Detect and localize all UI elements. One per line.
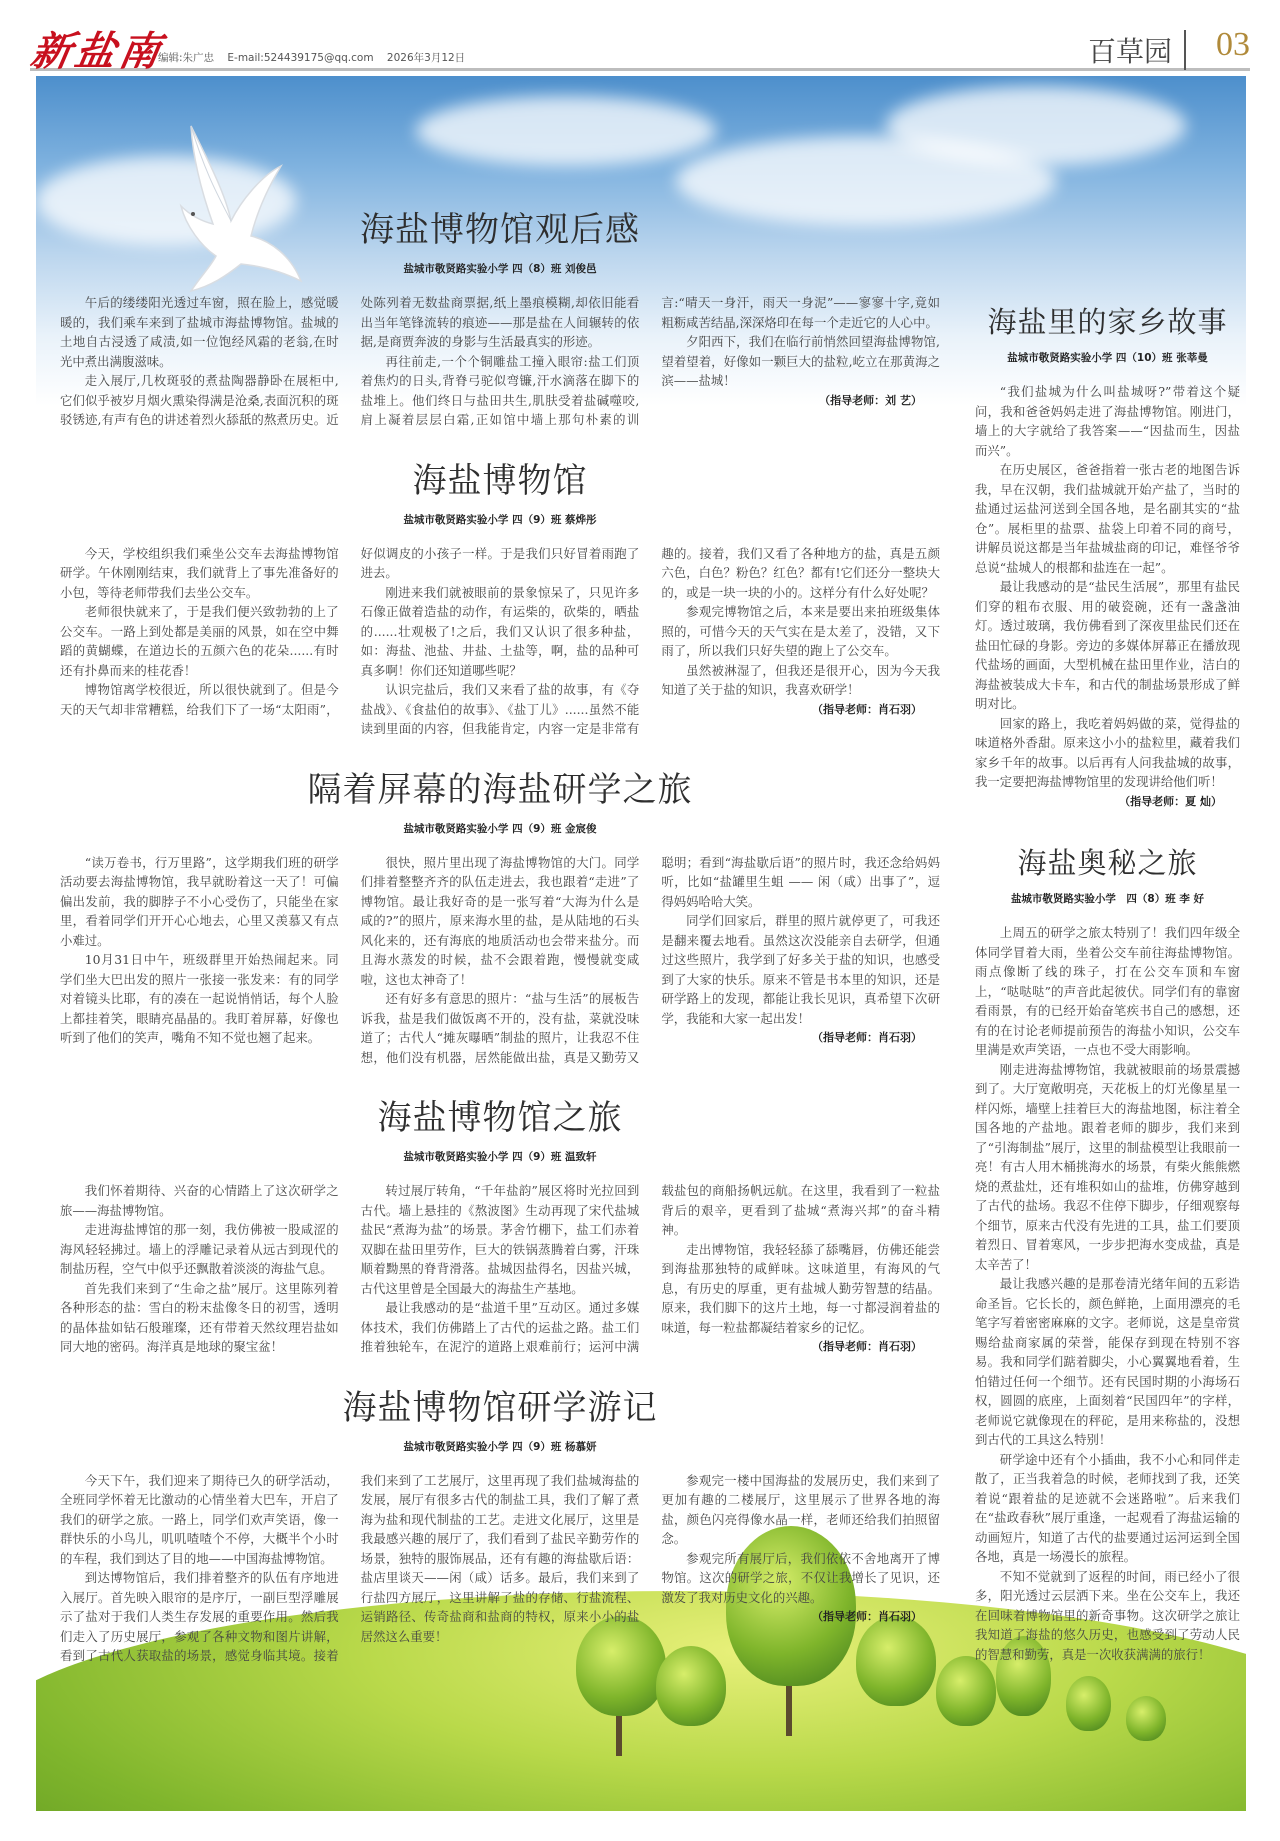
sidebar-articles xyxy=(975,300,1240,1694)
paragraph: 首先我们来到了“生命之盐”展厅。这里陈列着各种形态的盐：雪白的粉末盐像冬日的初雪，透明的晶体盐如钻石般璀璨，还有带着天然纹理岩盐如同大地的密码。海洋真是地球的聚宝盆！ xyxy=(60,1280,339,1354)
article-body xyxy=(60,1471,940,1666)
paragraph: 走进海盐博馆的那一刻，我仿佛被一股咸涩的海风轻轻拂过。墙上的浮雕记录着从远古到现代的制盐历程，空气中似乎还飘散着淡淡的海盐气息。 xyxy=(60,1222,339,1276)
paragraph: 老师很快就来了，于是我们便兴致勃勃的上了公交车。一路上到处都是美丽的风景，如在空中舞蹈的黄蝴蝶，在道边长的五颜六色的花朵......有时还有扑鼻而来的桂花香！ xyxy=(60,604,339,678)
article-title: 海盐里的家乡故事 xyxy=(987,305,1228,339)
article xyxy=(60,1383,940,1666)
article-title: 海盐博物馆 xyxy=(412,460,588,501)
article xyxy=(60,205,940,430)
paragraph: 走入展厅,几枚斑驳的煮盐陶器静卧在展柜中,它们似乎被岁月烟火熏染得满是沧桑,表面沉积的斑驳锈迹,有声有色的讲述着烈火舔舐的熬煮历史。近处陈列着无数盐商票据,纸上墨痕模糊,却依旧能看出当年笔锋流转的痕迹——那是盐在人间辗转的依据,是商贾奔波的身影与生活最真实的形迹。 xyxy=(60,295,640,427)
paragraph: 今天下午，我们迎来了期待已久的研学活动，全班同学怀着无比激动的心情坐着大巴车，开启了我们的研学之旅。一路上，同学们欢声笑语，像一群快乐的小鸟儿，叽叽喳喳个不停，大概半个小时的车程，我们到达了目的地——中国海盐博物馆。 xyxy=(60,1472,339,1566)
article-title: 海盐博物馆研学游记 xyxy=(342,1387,658,1428)
paragraph: 今天，学校组织我们乘坐公交车去海盐博物馆研学。午休刚刚结束，我们就背上了事先准备好的小包，等待老师带我们去坐公交车。 xyxy=(60,545,339,600)
article xyxy=(60,1093,940,1357)
article-body xyxy=(975,923,1240,1664)
paragraph: 上周五的研学之旅太特别了！我们四年级全体同学冒着大雨，坐着公交车前往海盐博物馆。雨点像断了线的珠子，打在公交车顶和车窗上，“哒哒哒”的声音此起彼伏。同学们有的靠窗看雨景，有的已经开始奋笔疾书自己的感想，还有的在讨论老师提前预告的海盐小知识，公交车里满是欢声笑语，一点也不受大雨影响。 xyxy=(975,925,1240,1057)
paragraph: 夕阳西下，我们在临行前悄然回望海盐博物馆,望着望着，好像如一颗巨大的盐粒,屹立在那黄海之滨——盐城！ xyxy=(661,334,940,388)
article-title: 海盐奥秘之旅 xyxy=(1017,846,1198,880)
paragraph: 刚进来我们就被眼前的景象惊呆了，只见许多石像正做着造盐的动作，有运柴的，砍柴的，晒盐的......壮观极了!之后，我们又认识了很多种盐，如：海盐、池盐、井盐、土盐等，啊，盐的品种可真多啊！你们还知道哪些呢？ xyxy=(360,584,640,678)
article-byline: 盐城市敬贤路实验小学 四（9）班 温致轩 xyxy=(403,1151,597,1163)
paragraph: 再往前走,一个个铜雕盐工撞入眼帘:盐工们顶着焦灼的日头,背脊弓驼似弯镰,汗水滴落在脚下的盐堆上。他们终日与盐田共生,肌肤受着盐碱噬咬,肩上凝着层层白霜,正如馆中墙上那句朴素的训言:“晴天一身汗，雨天一身泥”——寥寥十字,竟如粗粝咸苦结晶,深深烙印在每一个走近它的人心中。 xyxy=(360,295,940,427)
newspaper-logo: 新盐南 xyxy=(27,28,168,75)
issue-date: 2026年3月12日 xyxy=(386,52,466,64)
paragraph: 参观完所有展厅后，我们依依不舍地离开了博物馆。这次的研学之旅，不仅让我增长了见识，还激发了我对历史文化的兴趣。 xyxy=(661,1550,940,1605)
article-title: 隔着屏幕的海盐研学之旅 xyxy=(307,769,693,810)
email: E-mail:524439175@qq.com xyxy=(227,52,374,64)
paragraph: 最让我感兴趣的是那卷清光绪年间的五彩诰命圣旨。它长长的，颜色鲜艳，上面用漂亮的毛笔字写着密密麻麻的文字。老师说，这是皇帝赏赐给盐商家属的荣誉，能保存到现在特别不容易。我和同学们踮着脚尖，小心翼翼地看着，生怕错过任何一个细节。还有民国时期的小海场石权，圆圆的底座，上面刻着“民国四年”的字样，老师说它就像现在的秤砣，是用来称盐的，没想到古代的工具这么特别！ xyxy=(975,1276,1240,1447)
paragraph: 在历史展区，爸爸指着一张古老的地图告诉我，早在汉朝，我们盐城就开始产盐了，当时的盐通过运盐河送到全国各地，是名副其实的“盐仓”。展柜里的盐票、盐袋上印着不同的商号，讲解员说这都是当年盐城盐商的印记，难怪爷爷总说“盐城人的根都和盐连在一起”。 xyxy=(975,462,1240,575)
article-byline: 盐城市敬贤路实验小学 四（9）班 杨慕妍 xyxy=(403,1440,597,1453)
paragraph: 刚走进海盐博物馆，我就被眼前的场景震撼到了。大厅宽敞明亮，天花板上的灯光像星星一样闪烁，墙壁上挂着巨大的海盐地图，标注着全国各地的产盐地。跟着老师的脚步，我们来到了“引海制盐”展厅，这里的制盐模型让我眼前一亮！有古人用木桶挑海水的场景，有柴火熊熊燃烧的煮盐灶，还有堆积如山的盐堆，仿佛穿越到了古代的盐场。我忍不住停下脚步，仔细观察每个细节，原来古代没有先进的工具，盐工们要顶着烈日、冒着寒风，一步步把海水变成盐，真是太辛苦了！ xyxy=(975,1061,1240,1272)
article-title: 海盐博物馆之旅 xyxy=(377,1098,623,1138)
article-body xyxy=(60,1181,940,1357)
article-body xyxy=(975,382,1240,811)
cloud xyxy=(416,96,716,166)
article xyxy=(60,765,940,1068)
paragraph: 博物馆离学校很近，所以很快就到了。但是今天的天气却非常糟糕，给我们下了一场“太阳雨”，好似调皮的小孩子一样。于是我们只好冒着雨跑了进去。 xyxy=(60,545,640,717)
advisor-credit: （指导老师：刘 艺） xyxy=(819,393,922,407)
sidebar-article xyxy=(975,300,1240,811)
article-byline: 盐城市敬贤路实验小学 四（10）班 张莘曼 xyxy=(1007,352,1208,364)
article xyxy=(60,456,940,739)
paragraph: 不知不觉就到了返程的时间，雨已经小了很多，阳光透过云层洒下来。坐在公交车上，我还在回味着博物馆里的新奇事物。这次研学之旅让我知道了海盐的悠久历史，也感受到了劳动人民的智慧和勤劳，真是一次收获满满的旅行！ xyxy=(975,1568,1240,1662)
article-byline: 盐城市敬贤路实验小学 四（8）班 李 好 xyxy=(1010,893,1205,905)
paragraph: 走出博物馆，我轻轻舔了舔嘴唇，仿佛还能尝到海盐那独特的咸鲜味。这味道里，有海风的气息，有历史的厚重，更有盐城人勤劳智慧的结晶。原来，我们脚下的这片土地，每一寸都浸润着盐的味道，每一粒盐都凝结着家乡的记忆。 xyxy=(661,1241,940,1335)
paragraph: 很快，照片里出现了海盐博物馆的大门。同学们排着整整齐齐的队伍走进去，我也跟着“走进”了博物馆。最让我好奇的是一张写着“大海为什么是咸的?”的照片，原来海水里的盐，是从陆地的石头风化来的，还有海底的地质活动也会带来盐分。而且海水蒸发的时候，盐不会跟着跑，慢慢就变咸啦，这也太神奇了！ xyxy=(360,854,640,987)
sidebar-article xyxy=(975,841,1240,1664)
paragraph: 最让我感动的是“盐道千里”互动区。通过多媒体技术，我们仿佛踏上了古代的运盐之路。盐工们推着独轮车，在泥泞的道路上艰难前行；运河中满载盐包的商船扬帆远航。在这里，我看到了一粒盐背后的艰辛，更看到了盐城“煮海兴邦”的奋斗精神。 xyxy=(360,1183,940,1354)
article-byline: 盐城市敬贤路实验小学 四（8）班 刘俊邑 xyxy=(403,263,597,275)
editor: 编辑:朱广忠 xyxy=(158,52,215,64)
page-number: 03 xyxy=(1216,26,1250,63)
paragraph: 研学途中还有个小插曲，我不小心和同伴走散了，正当我着急的时候，老师找到了我，还笑着说“跟着盐的足迹就不会迷路啦”。后来我们在“盐政春秋”展厅重逢，一起观看了海盐运输的动画短片，知道了古代的盐要通过运河运到全国各地，真是一场漫长的旅程。 xyxy=(975,1451,1240,1564)
paragraph: 我们怀着期待、兴奋的心情踏上了这次研学之旅——海盐博物馆。 xyxy=(60,1183,339,1218)
paragraph: 同学们回家后，群里的照片就停更了，可我还是翻来覆去地看。虽然这次没能亲自去研学，但通过这些照片，我学到了好多关于盐的知识，也感受到了大家的快乐。原来不管是书本里的知识，还是研学路上的发现，都能让我长见识，真希望下次研学，我能和大家一起出发！ xyxy=(661,913,940,1026)
article-title: 海盐博物馆观后感 xyxy=(360,210,640,250)
paragraph: 最让我感动的是“盐民生活展”，那里有盐民们穿的粗布衣服、用的破瓷碗，还有一盏盏油灯。透过玻璃，我仿佛看到了深夜里盐民们还在盐田忙碌的身影。旁边的多媒体屏幕正在播放现代盐场的画面，大型机械在盐田里作业，洁白的海盐被装成大卡车，和古代的制盐场景形成了鲜明对比。 xyxy=(975,579,1240,711)
section-name: 百草园 xyxy=(1088,30,1186,70)
paragraph: 参观完博物馆之后，本来是要出来拍班级集体照的，可惜今天的天气实在是太差了，没错，又下雨了，所以我们只好失望的跑上了公交车。 xyxy=(661,604,940,658)
cloud xyxy=(886,86,1186,166)
paragraph: 虽然被淋湿了，但我还是很开心，因为今天我知道了关于盐的知识，我喜欢研学！ xyxy=(661,662,940,697)
advisor-credit: （指导老师：肖石羽） xyxy=(811,702,922,716)
advisor-credit: （指导老师：肖石羽） xyxy=(811,1031,922,1044)
main-articles xyxy=(60,205,940,1692)
paragraph: 认识完盐后，我们又来看了盐的故事，有《夺盐战》、《食盐伯的故事》、《盐丁儿》......虽然不能读到里面的内容，但我能肯定，内容一定是非常有趣的。接着，我们又看了各种地方的盐，真是五颜六色，白色？粉色？红色？都有!它们还分一整块大的，或是一块一块的小的。这样分有什么好处呢？ xyxy=(360,545,940,736)
advisor-credit: （指导老师：肖石羽） xyxy=(811,1340,922,1353)
advisor-credit: （指导老师：夏 灿） xyxy=(1119,794,1222,808)
article-body xyxy=(60,853,940,1068)
masthead xyxy=(27,20,1250,75)
article-byline: 盐城市敬贤路实验小学 四（9）班 蔡烨彤 xyxy=(403,513,597,526)
paragraph: “我们盐城为什么叫盐城呀?”带着这个疑问，我和爸爸妈妈走进了海盐博物馆。刚进门，墙上的大字就给了我答案——“因盐而生，因盐而兴”。 xyxy=(975,384,1240,458)
paragraph: 到达博物馆后，我们排着整齐的队伍有序地进入展厅。首先映入眼帘的是序厅，一副巨型浮雕展示了盐对于我们人类生存发展的重要作用。然后我们走入了历史展厅，参观了各种文物和图片讲解，看到了古代人获取盐的场景，感觉身临其境。接着我们来到了工艺展厅，这里再现了我们盐城海盐的发展，展厅有很多古代的制盐工具，我们了解了煮海为盐和现代制盐的工艺。走进文化展厅，这里是我最感兴趣的展厅了，我们看到了盐民辛勤劳作的场景，独特的服饰展品，还有有趣的海盐歇后语：盐店里谈天——闲（咸）话多。最后，我们来到了行盐四方展厅，这里讲解了盐的存储、行盐流程、运销路径、传奇盐商和盐商的特权，原来小小的盐居然这么重要！ xyxy=(60,1472,640,1663)
paragraph: 还有好多有意思的照片：“盐与生活”的展板告诉我，盐是我们做饭离不开的，没有盐，菜就没味道了；古代人“摊灰曝晒”制盐的照片，让我忍不住想，他们没有机器，居然能做出盐，真是又勤劳又聪明；看到“海盐歇后语”的照片时，我还念给妈妈听，比如“盐罐里生蛆 —— 闲（咸）出事了”，逗得妈妈哈哈大笑。 xyxy=(360,854,940,1065)
paragraph: 午后的缕缕阳光透过车窗，照在脸上，感觉暖暖的，我们乘车来到了盐城市海盐博物馆。盐城的土地自古浸透了咸渍,如一位饱经风霜的老翁,在时光中煮出满腹滋味。 xyxy=(60,295,339,369)
paragraph: 转过展厅转角，“千年盐韵”展区将时光拉回到古代。墙上悬挂的《熬波图》生动再现了宋代盐城盐民“煮海为盐”的场景。茅舍竹棚下，盐工们赤着双脚在盐田里劳作，巨大的铁锅蒸腾着白雾，汗珠顺着黝黑的脊背滑落。盐城因盐得名，因盐兴城，古代这里曾是全国最大的海盐生产基地。 xyxy=(360,1183,640,1296)
paragraph: 回家的路上，我吃着妈妈做的菜，觉得盐的味道格外香甜。原来这小小的盐粒里，藏着我们家乡千年的故事。以后再有人问我盐城的故事，我一定要把海盐博物馆里的发现讲给他们听！ xyxy=(975,715,1240,789)
paragraph: 参观完一楼中国海盐的发展历史，我们来到了更加有趣的二楼展厅，这里展示了世界各地的海盐，颜色闪亮得像水晶一样，老师还给我们拍照留念。 xyxy=(661,1472,940,1546)
paragraph: “读万卷书，行万里路”，这学期我们班的研学活动要去海盐博物馆，我早就盼着这一天了！可偏偏出发前，我的脚脖子不小心受伤了，只能坐在家里，看着同学们开开心心地去，心里又羡慕又有点小难过。 xyxy=(60,854,339,948)
article-byline: 盐城市敬贤路实验小学 四（9）班 金宸俊 xyxy=(403,822,597,835)
article-body xyxy=(60,544,940,739)
article-body xyxy=(60,293,940,430)
paragraph: 10月31日中午，班级群里开始热闹起来。同学们坐大巴出发的照片一张接一张发来：有的同学对着镜头比耶，有的凑在一起说悄悄话，每个人脸上都挂着笑，眼睛亮晶晶的。我盯着屏幕，好像也听到了他们的笑声，嘴角不知不觉也翘了起来。 xyxy=(60,952,339,1045)
advisor-credit: （指导老师：肖石羽） xyxy=(811,1610,922,1623)
tree xyxy=(1126,1696,1166,1741)
header-meta xyxy=(158,50,475,65)
